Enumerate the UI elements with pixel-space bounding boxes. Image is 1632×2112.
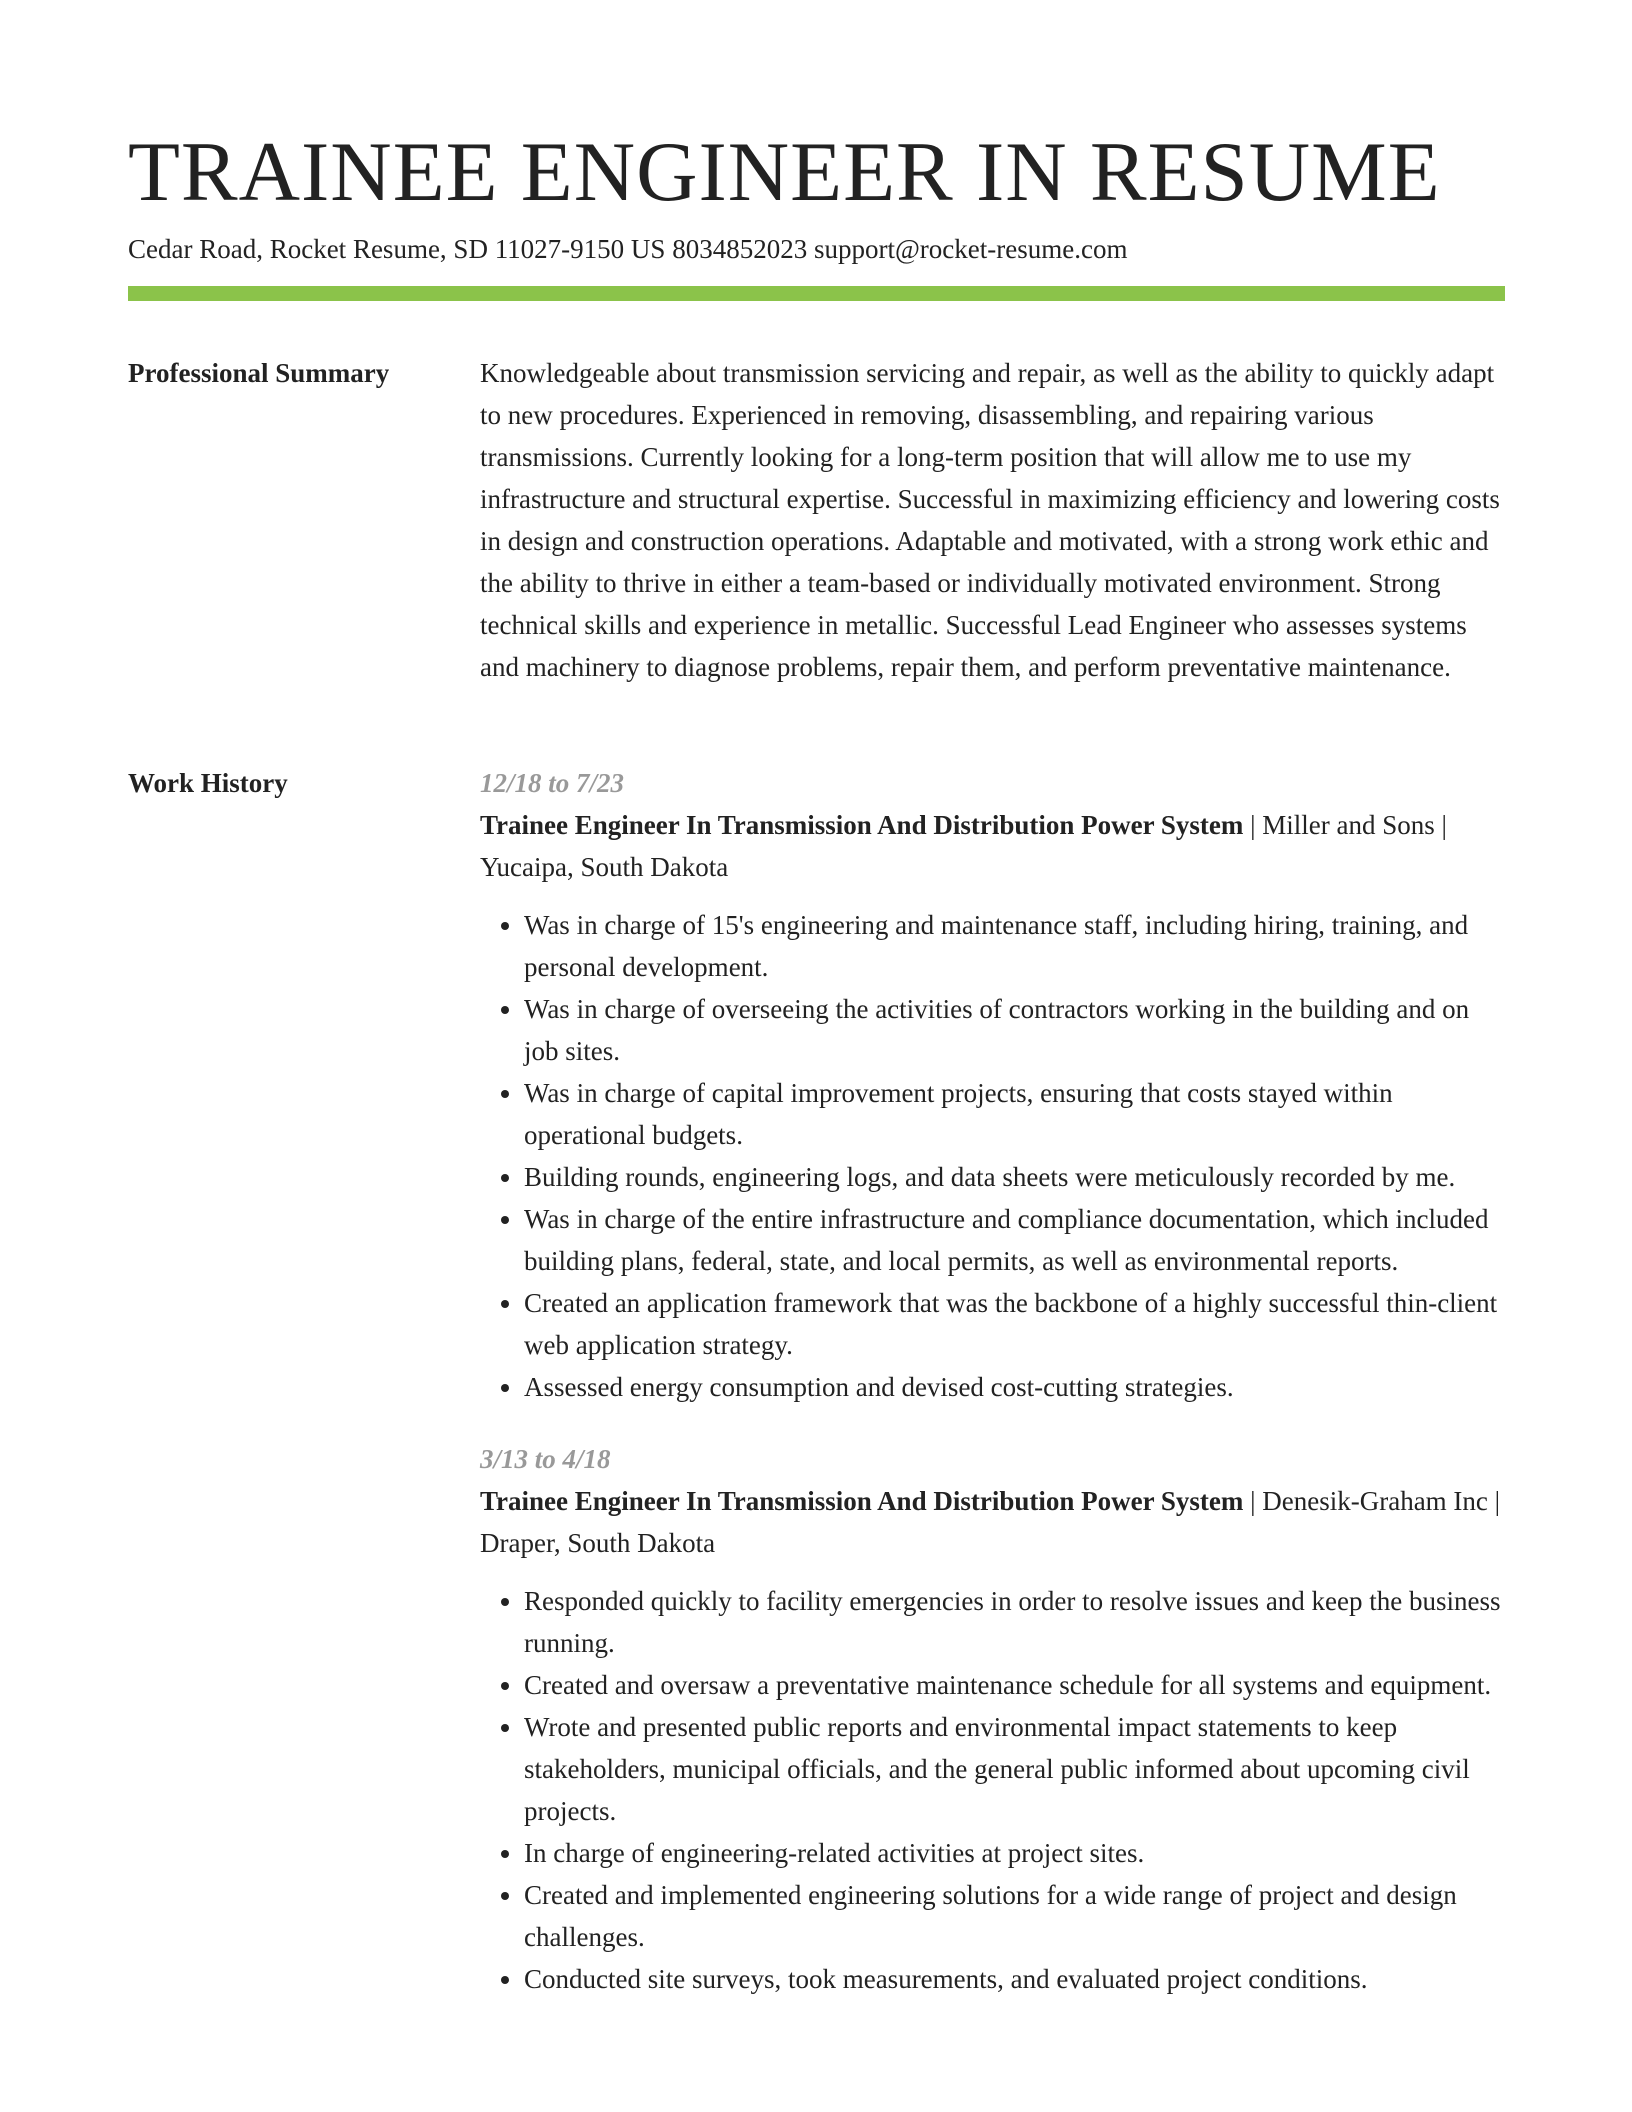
professional-summary-heading: Professional Summary (128, 358, 390, 388)
job-employer-location: | Denesik-Graham Inc | Draper, South Dakota (480, 1486, 1501, 1558)
job-bullet: • Was in charge of capital improvement projects, ensuring that costs stayed within operational budgets. (524, 1072, 1505, 1156)
job-bullet: • Building rounds, engineering logs, and data sheets were meticulously recorded by me. (524, 1156, 1505, 1198)
professional-summary-text: Knowledgeable about transmission servicing and repair, as well as the ability to quickly adapt to new procedures. Experienced in removing, disassembling, and repairing various transmissions. Currently looking for a long-term position that will allow me to use my infrastructure and structural expertise. Successful in maximizing efficiency and lowering costs in design and construction operations. Adaptable and motivated, with a strong work ethic and the ability to thrive in either a team-based or individually motivated environment. Strong technical skills and experience in metallic. Successful Lead Engineer who assesses systems and machinery to diagnose problems, repair them, and perform preventative maintenance. (480, 358, 1500, 682)
contact-line: Cedar Road, Rocket Resume, SD 11027-9150 US 8034852023 support@rocket-resume.com (128, 234, 1128, 264)
job-bullet: • Created an application framework that was the backbone of a highly successful thin-client web application strategy. (524, 1282, 1505, 1366)
job-bullet: • Created and oversaw a preventative maintenance schedule for all systems and equipment. (524, 1664, 1505, 1706)
job-bullet-list (480, 904, 1505, 1408)
accent-divider (128, 286, 1505, 301)
job-dates: 3/13 to 4/18 (480, 1444, 611, 1474)
professional-summary-body (480, 352, 1505, 688)
job-bullet: • Created and implemented engineering solutions for a wide range of project and design challenges. (524, 1874, 1505, 1958)
job-bullet: • Was in charge of the entire infrastructure and compliance documentation, which included building plans, federal, state, and local permits, as well as environmental reports. (524, 1198, 1505, 1282)
job-bullet: • Was in charge of 15's engineering and maintenance staff, including hiring, training, and personal development. (524, 904, 1505, 988)
job-employer-location: | Miller and Sons | Yucaipa, South Dakota (480, 810, 1447, 882)
work-history-heading: Work History (128, 768, 288, 798)
job-title-line (480, 1480, 1505, 1564)
job-entry (480, 1438, 1505, 2000)
job-bullet-list (480, 1580, 1505, 2000)
job-bullet: • In charge of engineering-related activities at project sites. (524, 1832, 1505, 1874)
resume-name: TRAINEE ENGINEER IN RESUME (128, 125, 1441, 219)
job-dates: 12/18 to 7/23 (480, 768, 625, 798)
job-entry (480, 762, 1505, 1408)
job-bullet: • Responded quickly to facility emergencies in order to resolve issues and keep the business running. (524, 1580, 1505, 1664)
job-bullet: • Conducted site surveys, took measurements, and evaluated project conditions. (524, 1958, 1505, 2000)
job-bullet: • Was in charge of overseeing the activities of contractors working in the building and on job sites. (524, 988, 1505, 1072)
job-title: Trainee Engineer In Transmission And Distribution Power System (480, 810, 1244, 840)
job-bullet: • Assessed energy consumption and devised cost-cutting strategies. (524, 1366, 1505, 1408)
job-bullet: • Wrote and presented public reports and environmental impact statements to keep stakeholders, municipal officials, and the general public informed about upcoming civil projects. (524, 1706, 1505, 1832)
job-title: Trainee Engineer In Transmission And Distribution Power System (480, 1486, 1244, 1516)
work-history-body (480, 762, 1505, 2030)
job-title-line (480, 804, 1505, 888)
